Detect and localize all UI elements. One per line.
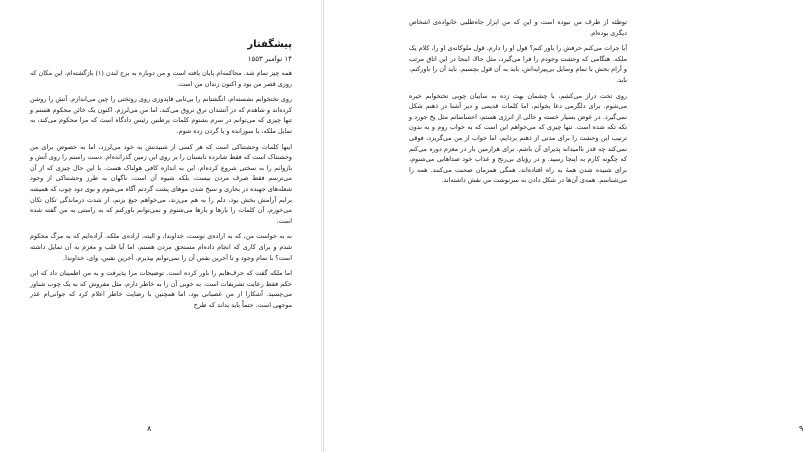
- chapter-date: ۱۴ نوامبر ۱۵۵۳: [247, 55, 292, 63]
- left-page-text: [30, 30, 292, 315]
- right-page-text: [409, 17, 627, 191]
- chapter-heading: پیشگفتار: [247, 39, 292, 50]
- left-page: [0, 0, 322, 452]
- paragraph: روی تخت دراز می‌کشم، با چشمان بهت زده به سایبان چوبی تختخوابم خیره می‌شوم. برای دلگرمی دعا بخوانم، اما کلمات قدیمی و دیر آشنا در ذهنم شکل نمی‌گیرد. در عوض بسیار خسته و خالی از انرژی هستم، احساساتم مثل یخ جورد و تکه تکه شده است. تنها چیزی که می‌خواهم این است که به خواب روم و به بدون ترتیب این وحشت را برای مدتی از ذهنم بزدایم، اما خواب از من می‌گریزد، فوقی نمی‌کند چه قدر ناامیدانه پذیرای آن باشم. برای هزارمین بار در مغزم دوره می‌کنم که چگونه کارم به اینجا رسید. و در رؤیای بی‌رنج و عذاب خود صداهایی می‌شنوم، برای شنیده شدن همهٔ به راه افتاده‌اند، همگی همزمان صحبت می‌کنند. همه را می‌شناسم. همه‌ی آن‌ها در شکل دادن به سرنوشت من نقش داشته‌اند.: [409, 91, 627, 185]
- paragraph: اینها کلمات وحشتناکی است که هر کسی از شنیدنش به خود می‌لرزد، اما به خصوص برای من وحشتناک است که فقط شانزده تابستان را بر روی این زمین گذرانده‌ام. دست راستم را روی آتش و بازوانم را به سختی شروع کرده‌ام. این به اندازه کافی هولناک هست. با این حال چیزی که از آن می‌ترسم فقط صرف مردن نیست، بلکه شیوه آن است، ناگهان به طرز وحشتناکی از وجود شعله‌های جهنده در بخاری و سیخ شدن موهای پشت گردنم آگاه می‌شوم و بوی دود چوب که همیشه برایم آرامش بخش بود، دلم را به هم می‌زند، می‌خواهم جیغ بزنم، از شدت درماندگی تکان تکان می‌خورم، آن کلمات را بارها و بارها می‌شنوم و نمی‌توانم باورکنم که به راستی به من گفته شده است.: [30, 142, 292, 225]
- paragraph: توطئه از طرف من نبوده است و این که من ابزار جاه‌طلبی خانواده‌ی اشخاص دیگری بوده‌ام.: [409, 18, 627, 37]
- paragraph: همه چیز تمام شد. محاکمه‌ام پایان یافته است و من دوباره به برج لندن (۱) بازگشته‌ام، این مکان که روزی قصر من بود و اکنون زندان من است.: [30, 69, 292, 88]
- page-number-right: ۹: [799, 424, 803, 433]
- paragraph: اما ملکه گفت که حرف‌هایم را باور کرده است. توضیحات مرا پذیرفت و به من اطمینان داد که این حکم فقط رعایت تشریفات است. به خوبی آن را به خاطر دارم، مثل مفروش که به یک چوب شناور می‌چسبد. آشکارا از من عصبانی بود، اما همچنین با رضایت خاطر اعلام کرد که جوانی‌ام عذر موجهی است. حتماً باید بداند که طرح: [30, 269, 292, 309]
- paragraph: روی تختخوابم نشسته‌ام، انگشتانم را بی‌تابی قاپدوزی روی روتختی را چین می‌اندازم. آتش را روشن کرده‌اند و شاهدم که در آتشدان ترق تروق می‌کند، اما من می‌لرزم. اکنون یک خائن محکوم هستم و تنها چیزی که می‌توانم در سرم بشنوم کلمات پرطنین رئیس دادگاه است که مرا محکوم می‌کند، به تمایل ملکه، با سوزانده و یا گردن زده شوم.: [30, 95, 292, 135]
- paragraph: نه به خواست من، که به اراده‌ی توست، خداوندا، و البته، اراده‌ی ملکه. آزاده‌ایم که به مرگ محکوم شدم و برای کاری که انجام داده‌ام مستحق مردن هستم، اما آیا قلب و مغزم به آن تمایل داشته است؟ با تمام وجود و تا آخرین نفس آن را نمی‌توانم بپذیرم. آخرین نفس، وای، خداوندا.: [30, 232, 292, 262]
- paragraph: آیا جرات می‌کنم حرفش را باور کنم؟ قول او را دارم، قول ملوکانه‌ی او را، کلام یک ملکه. هنگامی که وحشت وجودم را فرا می‌گیرد، مثل حالا، اینجا در این اتاق مرتب و آرام بخش با تمام وسایل بی‌پیرایه‌اش، باید به آن قول بچسبم. باید آن را باورکنم، باید.: [409, 44, 627, 84]
- right-page: [323, 0, 803, 452]
- page-number-left: ۸: [147, 424, 152, 433]
